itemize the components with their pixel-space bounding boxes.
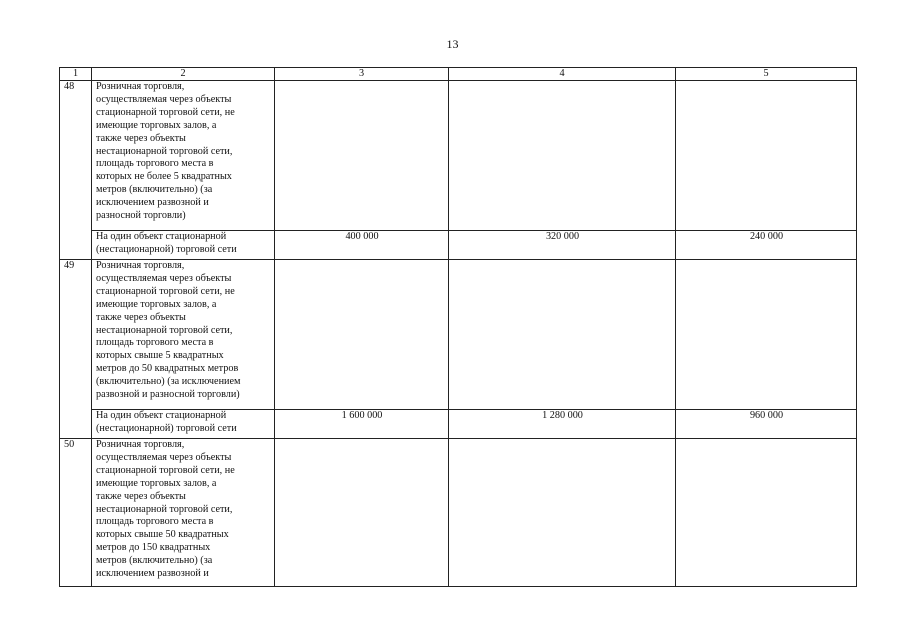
value-col-4: 1 280 000 <box>449 410 676 439</box>
header-col-5: 5 <box>676 68 857 81</box>
tariff-table <box>59 67 857 587</box>
value-col-5: 240 000 <box>676 231 857 260</box>
row-number: 50 <box>60 439 92 587</box>
table-row-49 <box>60 260 857 410</box>
table-row-50 <box>60 439 857 587</box>
row-sub-label: На один объект стационарной (нестационарной) торговой сети <box>92 231 275 260</box>
row-number: 48 <box>60 81 92 260</box>
empty-cell <box>275 260 449 410</box>
empty-cell <box>449 81 676 231</box>
header-col-1: 1 <box>60 68 92 81</box>
empty-cell <box>449 439 676 587</box>
page-number: 13 <box>446 37 459 51</box>
header-col-2: 2 <box>92 68 275 81</box>
header-col-4: 4 <box>449 68 676 81</box>
value-col-4: 320 000 <box>449 231 676 260</box>
empty-cell <box>449 260 676 410</box>
empty-cell <box>275 439 449 587</box>
row-description: Розничная торговля, осуществляемая через объекты стационарной торговой сети, не имеющие торговых залов, а также через объекты нестационарной торговой сети, площадь торгового места в которых не более 5 квадратных метров (включительно) (за исключением развозной и разносной торговли) <box>92 81 275 231</box>
table-subrow-49 <box>60 410 857 439</box>
empty-cell <box>676 260 857 410</box>
header-col-3: 3 <box>275 68 449 81</box>
row-sub-label: На один объект стационарной (нестационарной) торговой сети <box>92 410 275 439</box>
empty-cell <box>275 81 449 231</box>
value-col-5: 960 000 <box>676 410 857 439</box>
header-row <box>60 68 857 81</box>
empty-cell <box>676 439 857 587</box>
row-number: 49 <box>60 260 92 439</box>
empty-cell <box>676 81 857 231</box>
value-col-3: 1 600 000 <box>275 410 449 439</box>
row-description: Розничная торговля, осуществляемая через объекты стационарной торговой сети, не имеющие торговых залов, а также через объекты нестационарной торговой сети, площадь торгового места в которых свыше 5 квадратных метров до 50 квадратных метров (включительно) (за исключением развозной и разносной торговли) <box>92 260 275 410</box>
row-description: Розничная торговля, осуществляемая через объекты стационарной торговой сети, не имеющие торговых залов, а также через объекты нестационарной торговой сети, площадь торгового места в которых свыше 50 квадратных метров до 150 квадратных метров (включительно) (за исключением развозной и <box>92 439 275 587</box>
table-subrow-48 <box>60 231 857 260</box>
table-row-48 <box>60 81 857 231</box>
value-col-3: 400 000 <box>275 231 449 260</box>
